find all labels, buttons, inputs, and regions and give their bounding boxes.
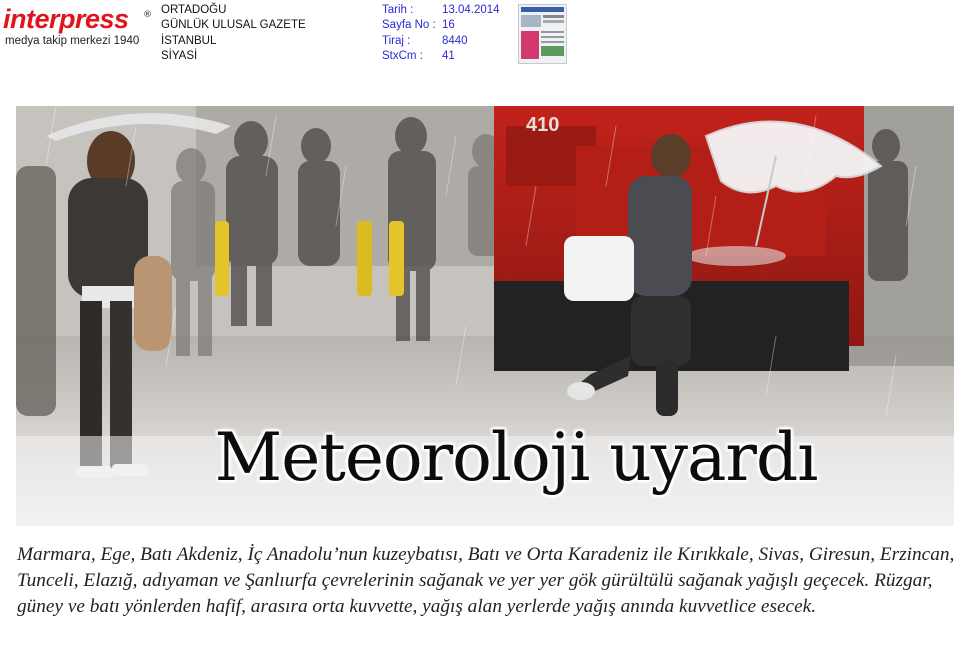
stxcm-row [382, 49, 500, 64]
logo-wordmark: interpress [3, 4, 129, 34]
circulation-label: Tiraj : [382, 34, 411, 47]
circulation-row [382, 34, 500, 49]
vehicle-number: 410 [526, 114, 560, 136]
news-photo [16, 106, 954, 526]
circulation-value: 8440 [442, 34, 468, 47]
page-thumbnail[interactable] [518, 4, 567, 64]
headline: Meteoroloji uyardı [214, 419, 818, 496]
registered-mark: ® [143, 10, 152, 20]
page-value: 16 [442, 19, 455, 32]
page-label: Sayfa No : [382, 19, 436, 32]
publication-type: GÜNLÜK ULUSAL GAZETE [161, 19, 306, 32]
clipping-details [382, 3, 500, 64]
date-label: Tarih : [382, 4, 414, 16]
publication-city: İSTANBUL [161, 34, 217, 47]
publication-name: ORTADOĞU [161, 4, 227, 16]
stxcm-value: 41 [442, 49, 455, 62]
stxcm-label: StxCm : [382, 49, 423, 62]
page-row [382, 18, 500, 33]
publication-info [161, 3, 306, 64]
logo-tagline: medya takip merkezi 1940 [5, 35, 140, 47]
date-row [382, 3, 500, 18]
article-body: Marmara, Ege, Batı Akdeniz, İç Anadolu’nun kuzeybatısı, Batı ve Orta Karadeniz ile Kırıkkale, Sivas, Giresun, Erzincan, Tunceli, Elazığ, adıyaman ve Şanlıurfa çevrelerinin sağanak ve yer yer gök gürültülü sağanak yağışlı geçecek. Rüzgar, güney ve batı yönlerden hafif, arasıra orta kuvvette, yağış alan yerlerde yağış anında kuvvetlice esecek. [17, 544, 955, 617]
date-value: 13.04.2014 [442, 4, 500, 16]
publication-category: SİYASİ [161, 49, 198, 62]
interpress-logo [3, 4, 153, 48]
